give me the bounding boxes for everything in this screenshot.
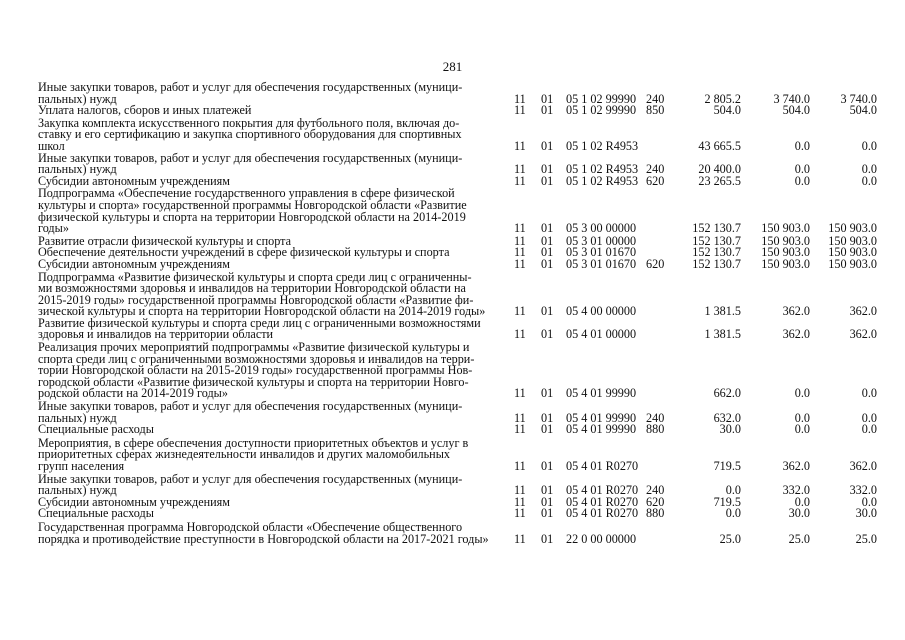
subsection-code-cell: 01 bbox=[541, 327, 554, 342]
subsection-code-cell: 01 bbox=[541, 245, 554, 260]
expense-type-cell: 240 bbox=[646, 91, 665, 106]
section-code-cell: 11 bbox=[514, 494, 526, 509]
section-code-cell: 11 bbox=[514, 91, 526, 106]
amount-year2-cell: 150 903.0 bbox=[761, 245, 810, 260]
table-row bbox=[0, 82, 905, 105]
subsection-code-cell: 01 bbox=[541, 422, 554, 437]
subsection-code-cell: 01 bbox=[541, 410, 554, 425]
target-article-cell: 05 3 01 01670 bbox=[566, 245, 637, 260]
target-article-cell: 05 3 01 01670 bbox=[566, 256, 637, 271]
target-article-cell: 05 4 01 R0270 bbox=[566, 483, 639, 498]
section-code-cell: 11 bbox=[514, 304, 526, 319]
amount-year2-cell: 0.0 bbox=[794, 138, 810, 153]
table-row bbox=[0, 471, 905, 498]
expense-type-cell: 880 bbox=[646, 506, 665, 521]
target-article-cell: 22 0 00 00000 bbox=[566, 531, 637, 546]
amount-year2-cell: 362.0 bbox=[782, 327, 810, 342]
subsection-code-cell: 01 bbox=[541, 256, 554, 271]
section-code-cell: 11 bbox=[514, 103, 526, 118]
target-article-cell: 05 4 00 00000 bbox=[566, 304, 637, 319]
table-row bbox=[0, 519, 905, 546]
target-article-cell: 05 3 01 00000 bbox=[566, 233, 637, 248]
amount-year1-cell: 719.5 bbox=[713, 494, 741, 509]
amount-year3-cell: 150 903.0 bbox=[828, 221, 877, 236]
section-code-cell: 11 bbox=[514, 162, 526, 177]
amount-year2-cell: 0.0 bbox=[794, 410, 810, 425]
expense-type-cell: 620 bbox=[646, 256, 665, 271]
amount-year2-cell: 0.0 bbox=[794, 494, 810, 509]
table-row bbox=[0, 508, 905, 520]
subsection-code-cell: 01 bbox=[541, 103, 554, 118]
section-code-cell: 11 bbox=[514, 386, 526, 401]
row-description: Иные закупки товаров, работ и услуг для обеспечения государственных (муници- пальных) нужд bbox=[38, 150, 463, 177]
row-description: Подпрограмма «Развитие физической культуры и спорта среди лиц с ограниченны- ми возможностями здоровья и инвалидов на территории Новгородской области на 2015-2019 годы» государственной программы Новгородской области «Развитие фи- зической культуры и спорта на территории Новгородской области на 2014-2019 годы» bbox=[38, 269, 486, 319]
amount-year2-cell: 362.0 bbox=[782, 304, 810, 319]
amount-year1-cell: 20 400.0 bbox=[698, 162, 741, 177]
amount-year1-cell: 1 381.5 bbox=[704, 304, 741, 319]
amount-year1-cell: 662.0 bbox=[713, 386, 741, 401]
table-row bbox=[0, 401, 905, 424]
subsection-code-cell: 01 bbox=[541, 138, 554, 153]
row-description: Уплата налогов, сборов и иных платежей bbox=[38, 103, 252, 118]
row-description: Субсидии автономным учреждениям bbox=[38, 494, 230, 509]
section-code-cell: 11 bbox=[514, 221, 526, 236]
row-description: Подпрограмма «Обеспечение государственного управления в сфере физической культуры и спорта» государственной программы Новгородской области «Развитие физической культуры и спорта на территории Новгородской области на 2014-2019 годы» bbox=[38, 186, 467, 236]
section-code-cell: 11 bbox=[514, 233, 526, 248]
section-code-cell: 11 bbox=[514, 459, 526, 473]
amount-year1-cell: 504.0 bbox=[713, 103, 741, 118]
section-code-cell: 11 bbox=[514, 138, 526, 153]
amount-year1-cell: 632.0 bbox=[713, 410, 741, 425]
section-code-cell: 11 bbox=[514, 506, 526, 521]
target-article-cell: 05 1 02 R4953 bbox=[566, 162, 639, 177]
section-code-cell: 11 bbox=[514, 531, 526, 546]
amount-year1-cell: 23 265.5 bbox=[698, 173, 741, 188]
row-description: Иные закупки товаров, работ и услуг для обеспечения государственных (муници- пальных) нужд bbox=[38, 471, 463, 498]
table-row bbox=[0, 256, 905, 271]
amount-year1-cell: 719.5 bbox=[713, 459, 741, 473]
amount-year2-cell: 30.0 bbox=[788, 506, 810, 521]
amount-year2-cell: 150 903.0 bbox=[761, 221, 810, 236]
expense-type-cell: 240 bbox=[646, 162, 665, 177]
amount-year2-cell: 0.0 bbox=[794, 173, 810, 188]
amount-year1-cell: 43 665.5 bbox=[698, 138, 741, 153]
row-description: Развитие отрасли физической культуры и спорта bbox=[38, 233, 292, 248]
amount-year3-cell: 150 903.0 bbox=[828, 233, 877, 248]
amount-year3-cell: 0.0 bbox=[861, 422, 877, 437]
expense-type-cell: 240 bbox=[646, 483, 665, 498]
amount-year2-cell: 0.0 bbox=[794, 162, 810, 177]
amount-year1-cell: 30.0 bbox=[719, 422, 741, 437]
amount-year3-cell: 332.0 bbox=[849, 483, 877, 498]
target-article-cell: 05 4 01 99990 bbox=[566, 410, 637, 425]
target-article-cell: 05 4 01 R0270 bbox=[566, 506, 639, 521]
amount-year1-cell: 152 130.7 bbox=[692, 221, 741, 236]
row-description: Обеспечение деятельности учреждений в сфере физической культуры и спорта bbox=[38, 245, 450, 260]
section-code-cell: 11 bbox=[514, 483, 526, 498]
amount-year2-cell: 504.0 bbox=[782, 103, 810, 118]
amount-year3-cell: 0.0 bbox=[861, 494, 877, 509]
amount-year2-cell: 25.0 bbox=[788, 531, 810, 546]
amount-year3-cell: 150 903.0 bbox=[828, 245, 877, 260]
amount-year3-cell: 504.0 bbox=[849, 103, 877, 118]
expense-type-cell: 620 bbox=[646, 494, 665, 509]
table-row bbox=[0, 150, 905, 177]
row-description: Субсидии автономным учреждениям bbox=[38, 173, 230, 188]
amount-year3-cell: 150 903.0 bbox=[828, 256, 877, 271]
target-article-cell: 05 1 02 R4953 bbox=[566, 138, 639, 153]
row-description: Закупка комплекта искусственного покрытия для футбольного поля, включая до- ставку и его сертификацию и закупка спортивного оборудования для спортивных школ bbox=[38, 115, 462, 153]
subsection-code-cell: 01 bbox=[541, 162, 554, 177]
amount-year3-cell: 0.0 bbox=[861, 138, 877, 153]
amount-year1-cell: 0.0 bbox=[725, 506, 741, 521]
subsection-code-cell: 01 bbox=[541, 386, 554, 401]
amount-year3-cell: 362.0 bbox=[849, 327, 877, 342]
target-article-cell: 05 4 01 R0270 bbox=[566, 494, 639, 509]
page-number: 281 bbox=[442, 59, 463, 74]
subsection-code-cell: 01 bbox=[541, 494, 554, 509]
subsection-code-cell: 01 bbox=[541, 506, 554, 521]
amount-year1-cell: 0.0 bbox=[725, 483, 741, 498]
amount-year2-cell: 0.0 bbox=[794, 386, 810, 401]
subsection-code-cell: 01 bbox=[541, 304, 554, 319]
subsection-code-cell: 01 bbox=[541, 221, 554, 236]
amount-year3-cell: 30.0 bbox=[855, 506, 877, 521]
amount-year1-cell: 152 130.7 bbox=[692, 233, 741, 248]
target-article-cell: 05 1 02 99990 bbox=[566, 103, 637, 118]
section-code-cell: 11 bbox=[514, 245, 526, 260]
expense-type-cell: 850 bbox=[646, 103, 665, 118]
expense-type-cell: 240 bbox=[646, 410, 665, 425]
amount-year1-cell: 2 805.2 bbox=[704, 91, 741, 106]
row-description: Государственная программа Новгородской области «Обеспечение общественного порядка и противодействие преступности в Новгородской области на 2017-2021 годы» bbox=[38, 519, 489, 546]
row-description: Иные закупки товаров, работ и услуг для обеспечения государственных (муници- пальных) нужд bbox=[38, 399, 463, 425]
amount-year3-cell: 0.0 bbox=[861, 386, 877, 401]
row-description: Специальные расходы bbox=[38, 506, 154, 521]
table-row bbox=[0, 115, 905, 153]
amount-year3-cell: 3 740.0 bbox=[840, 91, 877, 106]
amount-year3-cell: 25.0 bbox=[855, 531, 877, 546]
target-article-cell: 05 1 02 99990 bbox=[566, 91, 637, 106]
subsection-code-cell: 01 bbox=[541, 233, 554, 248]
expense-type-cell: 620 bbox=[646, 173, 665, 188]
subsection-code-cell: 01 bbox=[541, 173, 554, 188]
target-article-cell: 05 3 00 00000 bbox=[566, 221, 637, 236]
amount-year1-cell: 1 381.5 bbox=[704, 327, 741, 342]
subsection-code-cell: 01 bbox=[541, 459, 554, 473]
row-description: Субсидии автономным учреждениям bbox=[38, 256, 230, 271]
amount-year2-cell: 150 903.0 bbox=[761, 256, 810, 271]
target-article-cell: 05 4 01 00000 bbox=[566, 327, 637, 342]
amount-year2-cell: 0.0 bbox=[794, 422, 810, 437]
section-code-cell: 11 bbox=[514, 173, 526, 188]
amount-year2-cell: 362.0 bbox=[782, 459, 810, 473]
amount-year2-cell: 3 740.0 bbox=[773, 91, 810, 106]
row-description: Мероприятия, в сфере обеспечения доступности приоритетных объектов и услуг в приоритетных сферах жизнедеятельности инвалидов и других маломобильных групп населения bbox=[38, 435, 469, 473]
amount-year2-cell: 332.0 bbox=[782, 483, 810, 498]
amount-year3-cell: 0.0 bbox=[861, 162, 877, 177]
amount-year1-cell: 152 130.7 bbox=[692, 256, 741, 271]
amount-year3-cell: 362.0 bbox=[849, 459, 877, 473]
table-row bbox=[0, 342, 905, 400]
subsection-code-cell: 01 bbox=[541, 531, 554, 546]
target-article-cell: 05 4 01 99990 bbox=[566, 386, 637, 401]
row-description: Иные закупки товаров, работ и услуг для обеспечения государственных (муници- пальных) нужд bbox=[38, 80, 463, 106]
row-description: Развитие физической культуры и спорта среди лиц с ограниченными возможностями здоровья и инвалидов на территории области bbox=[38, 315, 481, 342]
table-row bbox=[0, 188, 905, 234]
section-code-cell: 11 bbox=[514, 327, 526, 342]
row-description: Специальные расходы bbox=[38, 422, 154, 437]
expense-type-cell: 880 bbox=[646, 422, 665, 437]
table-row bbox=[0, 315, 905, 342]
budget-table bbox=[0, 82, 905, 545]
amount-year3-cell: 0.0 bbox=[861, 410, 877, 425]
table-row bbox=[0, 269, 905, 319]
table-row bbox=[0, 424, 905, 436]
amount-year1-cell: 152 130.7 bbox=[692, 245, 741, 260]
subsection-code-cell: 01 bbox=[541, 91, 554, 106]
section-code-cell: 11 bbox=[514, 256, 526, 271]
target-article-cell: 05 1 02 R4953 bbox=[566, 173, 639, 188]
amount-year2-cell: 150 903.0 bbox=[761, 233, 810, 248]
target-article-cell: 05 4 01 R0270 bbox=[566, 459, 639, 473]
amount-year1-cell: 25.0 bbox=[719, 531, 741, 546]
target-article-cell: 05 4 01 99990 bbox=[566, 422, 637, 437]
section-code-cell: 11 bbox=[514, 422, 526, 437]
row-description: Реализация прочих мероприятий подпрограммы «Развитие физической культуры и спорта среди лиц с ограниченными возможностями здоровья и инвалидов на терри- тории Новгородской области на 2015-2019 годы» государственной программы Нов- городской области «Развитие физической культуры и спорта на территории Новго- родской области на 2014-2019 годы» bbox=[38, 340, 475, 401]
subsection-code-cell: 01 bbox=[541, 483, 554, 498]
amount-year3-cell: 362.0 bbox=[849, 304, 877, 319]
section-code-cell: 11 bbox=[514, 410, 526, 425]
table-row bbox=[0, 435, 905, 473]
amount-year3-cell: 0.0 bbox=[861, 173, 877, 188]
